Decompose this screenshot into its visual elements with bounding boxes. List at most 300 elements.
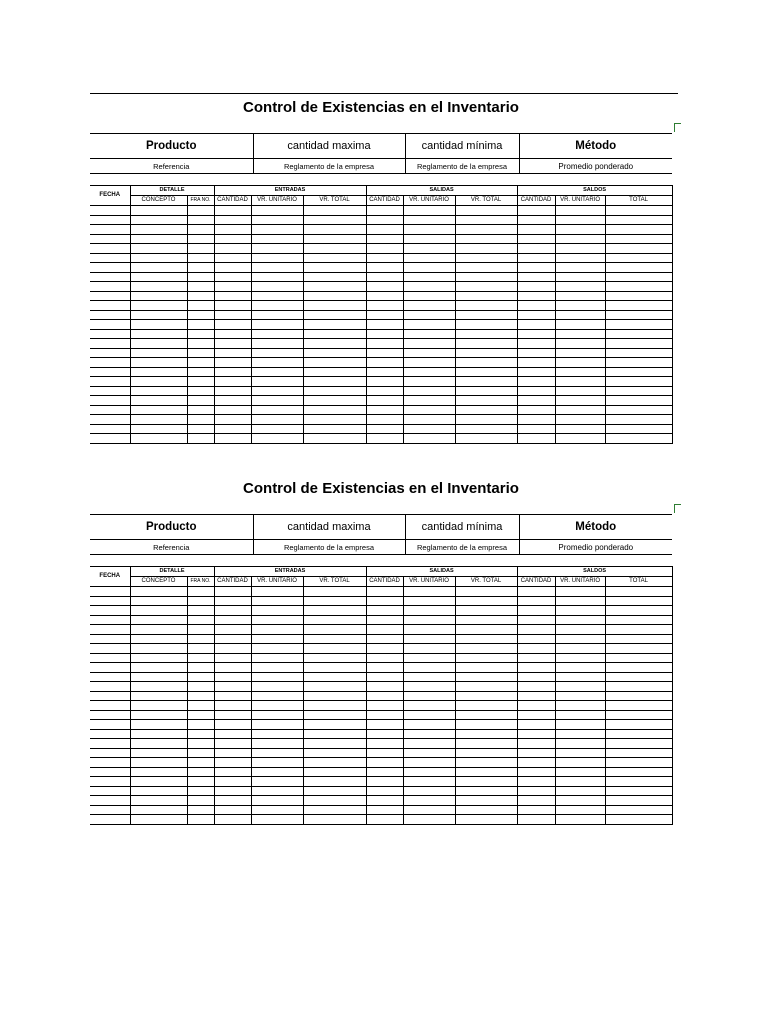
ledger-cell[interactable] (187, 672, 214, 682)
ledger-cell[interactable] (251, 348, 303, 358)
ledger-cell[interactable] (366, 263, 403, 273)
ledger-cell[interactable] (403, 348, 455, 358)
ledger-cell[interactable] (517, 396, 555, 406)
ledger-cell[interactable] (214, 739, 251, 749)
ledger-cell[interactable] (455, 710, 517, 720)
ledger-cell[interactable] (605, 758, 672, 768)
ledger-cell[interactable] (130, 729, 187, 739)
ledger-cell[interactable] (90, 310, 130, 320)
ledger-cell[interactable] (455, 625, 517, 635)
ledger-cell[interactable] (403, 796, 455, 806)
ledger-cell[interactable] (555, 615, 605, 625)
ledger-cell[interactable] (605, 786, 672, 796)
ledger-cell[interactable] (187, 663, 214, 673)
ledger-cell[interactable] (251, 587, 303, 597)
ledger-cell[interactable] (90, 606, 130, 616)
ledger-cell[interactable] (366, 225, 403, 235)
ledger-cell[interactable] (555, 405, 605, 415)
ledger-cell[interactable] (90, 329, 130, 339)
ledger-cell[interactable] (517, 291, 555, 301)
ledger-cell[interactable] (555, 767, 605, 777)
ledger-cell[interactable] (403, 672, 455, 682)
ledger-cell[interactable] (251, 653, 303, 663)
ledger-cell[interactable] (605, 805, 672, 815)
ledger-cell[interactable] (455, 729, 517, 739)
ledger-cell[interactable] (366, 301, 403, 311)
ledger-cell[interactable] (251, 367, 303, 377)
ledger-cell[interactable] (214, 710, 251, 720)
ledger-cell[interactable] (555, 339, 605, 349)
ledger-cell[interactable] (130, 396, 187, 406)
ledger-cell[interactable] (517, 234, 555, 244)
ledger-cell[interactable] (303, 644, 366, 654)
ledger-cell[interactable] (455, 596, 517, 606)
ledger-cell[interactable] (605, 796, 672, 806)
ledger-cell[interactable] (517, 424, 555, 434)
ledger-cell[interactable] (366, 386, 403, 396)
ledger-cell[interactable] (187, 434, 214, 444)
ledger-cell[interactable] (366, 587, 403, 597)
ledger-cell[interactable] (90, 634, 130, 644)
ledger-cell[interactable] (455, 606, 517, 616)
ledger-cell[interactable] (90, 720, 130, 730)
ledger-cell[interactable] (455, 263, 517, 273)
ledger-cell[interactable] (130, 615, 187, 625)
ledger-cell[interactable] (303, 672, 366, 682)
ledger-cell[interactable] (555, 710, 605, 720)
ledger-cell[interactable] (403, 434, 455, 444)
ledger-cell[interactable] (187, 767, 214, 777)
ledger-cell[interactable] (130, 386, 187, 396)
ledger-cell[interactable] (455, 244, 517, 254)
ledger-cell[interactable] (130, 777, 187, 787)
ledger-cell[interactable] (130, 339, 187, 349)
ledger-cell[interactable] (251, 615, 303, 625)
ledger-cell[interactable] (605, 310, 672, 320)
ledger-cell[interactable] (555, 653, 605, 663)
ledger-cell[interactable] (517, 596, 555, 606)
ledger-cell[interactable] (90, 805, 130, 815)
ledger-cell[interactable] (303, 587, 366, 597)
ledger-cell[interactable] (403, 291, 455, 301)
ledger-cell[interactable] (251, 329, 303, 339)
ledger-cell[interactable] (214, 301, 251, 311)
ledger-cell[interactable] (214, 282, 251, 292)
ledger-cell[interactable] (555, 348, 605, 358)
ledger-cell[interactable] (130, 415, 187, 425)
ledger-cell[interactable] (605, 272, 672, 282)
ledger-cell[interactable] (303, 758, 366, 768)
ledger-cell[interactable] (555, 805, 605, 815)
ledger-cell[interactable] (555, 720, 605, 730)
ledger-cell[interactable] (187, 815, 214, 825)
ledger-cell[interactable] (403, 758, 455, 768)
ledger-cell[interactable] (517, 320, 555, 330)
ledger-cell[interactable] (187, 587, 214, 597)
ledger-cell[interactable] (90, 786, 130, 796)
ledger-cell[interactable] (555, 396, 605, 406)
ledger-cell[interactable] (90, 272, 130, 282)
ledger-cell[interactable] (366, 310, 403, 320)
ledger-cell[interactable] (455, 672, 517, 682)
ledger-cell[interactable] (366, 348, 403, 358)
ledger-cell[interactable] (455, 215, 517, 225)
ledger-cell[interactable] (366, 596, 403, 606)
ledger-cell[interactable] (187, 634, 214, 644)
ledger-cell[interactable] (555, 606, 605, 616)
ledger-cell[interactable] (303, 777, 366, 787)
ledger-cell[interactable] (214, 729, 251, 739)
ledger-cell[interactable] (605, 206, 672, 216)
ledger-cell[interactable] (303, 739, 366, 749)
ledger-cell[interactable] (130, 739, 187, 749)
ledger-cell[interactable] (555, 729, 605, 739)
ledger-cell[interactable] (517, 720, 555, 730)
ledger-cell[interactable] (605, 405, 672, 415)
ledger-cell[interactable] (251, 225, 303, 235)
ledger-cell[interactable] (366, 215, 403, 225)
ledger-cell[interactable] (366, 815, 403, 825)
ledger-cell[interactable] (303, 615, 366, 625)
ledger-cell[interactable] (605, 291, 672, 301)
ledger-cell[interactable] (90, 206, 130, 216)
ledger-cell[interactable] (555, 225, 605, 235)
ledger-cell[interactable] (187, 424, 214, 434)
ledger-cell[interactable] (555, 434, 605, 444)
ledger-cell[interactable] (214, 596, 251, 606)
ledger-cell[interactable] (187, 291, 214, 301)
ledger-cell[interactable] (251, 339, 303, 349)
ledger-cell[interactable] (403, 377, 455, 387)
ledger-cell[interactable] (90, 415, 130, 425)
ledger-cell[interactable] (90, 748, 130, 758)
ledger-cell[interactable] (366, 653, 403, 663)
ledger-cell[interactable] (90, 777, 130, 787)
ledger-cell[interactable] (403, 786, 455, 796)
ledger-cell[interactable] (187, 225, 214, 235)
ledger-cell[interactable] (214, 234, 251, 244)
ledger-cell[interactable] (303, 606, 366, 616)
ledger-cell[interactable] (366, 234, 403, 244)
ledger-cell[interactable] (214, 329, 251, 339)
ledger-cell[interactable] (251, 405, 303, 415)
ledger-cell[interactable] (214, 263, 251, 273)
ledger-cell[interactable] (455, 424, 517, 434)
ledger-cell[interactable] (517, 434, 555, 444)
ledger-cell[interactable] (130, 263, 187, 273)
ledger-cell[interactable] (214, 767, 251, 777)
ledger-cell[interactable] (187, 786, 214, 796)
ledger-cell[interactable] (303, 805, 366, 815)
ledger-cell[interactable] (214, 815, 251, 825)
ledger-cell[interactable] (555, 777, 605, 787)
ledger-cell[interactable] (187, 329, 214, 339)
ledger-cell[interactable] (555, 739, 605, 749)
ledger-cell[interactable] (403, 739, 455, 749)
ledger-cell[interactable] (605, 653, 672, 663)
ledger-cell[interactable] (130, 672, 187, 682)
ledger-cell[interactable] (251, 805, 303, 815)
ledger-cell[interactable] (517, 701, 555, 711)
ledger-cell[interactable] (251, 291, 303, 301)
ledger-cell[interactable] (187, 758, 214, 768)
ledger-cell[interactable] (555, 320, 605, 330)
ledger-cell[interactable] (214, 805, 251, 815)
ledger-cell[interactable] (517, 748, 555, 758)
ledger-cell[interactable] (251, 682, 303, 692)
ledger-cell[interactable] (251, 424, 303, 434)
ledger-cell[interactable] (403, 596, 455, 606)
ledger-cell[interactable] (455, 415, 517, 425)
ledger-cell[interactable] (366, 805, 403, 815)
ledger-cell[interactable] (455, 367, 517, 377)
ledger-cell[interactable] (517, 225, 555, 235)
ledger-cell[interactable] (251, 234, 303, 244)
ledger-cell[interactable] (214, 606, 251, 616)
ledger-cell[interactable] (517, 310, 555, 320)
ledger-cell[interactable] (517, 710, 555, 720)
ledger-cell[interactable] (187, 358, 214, 368)
ledger-cell[interactable] (605, 367, 672, 377)
ledger-cell[interactable] (130, 758, 187, 768)
ledger-cell[interactable] (366, 405, 403, 415)
ledger-cell[interactable] (187, 244, 214, 254)
ledger-cell[interactable] (187, 720, 214, 730)
ledger-cell[interactable] (455, 206, 517, 216)
ledger-cell[interactable] (605, 415, 672, 425)
ledger-cell[interactable] (187, 320, 214, 330)
ledger-cell[interactable] (403, 663, 455, 673)
ledger-cell[interactable] (214, 291, 251, 301)
ledger-cell[interactable] (455, 691, 517, 701)
ledger-cell[interactable] (366, 634, 403, 644)
ledger-cell[interactable] (517, 777, 555, 787)
ledger-cell[interactable] (130, 748, 187, 758)
ledger-cell[interactable] (303, 625, 366, 635)
ledger-cell[interactable] (455, 644, 517, 654)
ledger-cell[interactable] (366, 206, 403, 216)
ledger-cell[interactable] (214, 691, 251, 701)
ledger-cell[interactable] (214, 786, 251, 796)
ledger-cell[interactable] (403, 606, 455, 616)
ledger-cell[interactable] (605, 424, 672, 434)
ledger-cell[interactable] (366, 282, 403, 292)
ledger-cell[interactable] (517, 206, 555, 216)
ledger-cell[interactable] (251, 644, 303, 654)
ledger-cell[interactable] (303, 244, 366, 254)
ledger-cell[interactable] (403, 615, 455, 625)
ledger-cell[interactable] (90, 701, 130, 711)
ledger-cell[interactable] (403, 272, 455, 282)
ledger-cell[interactable] (90, 396, 130, 406)
ledger-cell[interactable] (214, 225, 251, 235)
ledger-cell[interactable] (187, 215, 214, 225)
ledger-cell[interactable] (555, 663, 605, 673)
ledger-cell[interactable] (366, 377, 403, 387)
ledger-cell[interactable] (366, 358, 403, 368)
ledger-cell[interactable] (517, 786, 555, 796)
ledger-cell[interactable] (303, 377, 366, 387)
ledger-cell[interactable] (403, 263, 455, 273)
ledger-cell[interactable] (517, 691, 555, 701)
ledger-cell[interactable] (605, 634, 672, 644)
ledger-cell[interactable] (455, 805, 517, 815)
ledger-cell[interactable] (403, 225, 455, 235)
ledger-cell[interactable] (455, 634, 517, 644)
ledger-cell[interactable] (455, 310, 517, 320)
ledger-cell[interactable] (555, 587, 605, 597)
ledger-cell[interactable] (130, 377, 187, 387)
ledger-cell[interactable] (251, 272, 303, 282)
ledger-cell[interactable] (517, 805, 555, 815)
ledger-cell[interactable] (605, 358, 672, 368)
ledger-cell[interactable] (517, 263, 555, 273)
ledger-cell[interactable] (403, 396, 455, 406)
ledger-cell[interactable] (251, 634, 303, 644)
ledger-cell[interactable] (303, 424, 366, 434)
ledger-cell[interactable] (605, 777, 672, 787)
ledger-cell[interactable] (187, 234, 214, 244)
ledger-cell[interactable] (90, 729, 130, 739)
ledger-cell[interactable] (214, 587, 251, 597)
ledger-cell[interactable] (555, 625, 605, 635)
ledger-cell[interactable] (187, 796, 214, 806)
ledger-cell[interactable] (130, 701, 187, 711)
ledger-cell[interactable] (187, 777, 214, 787)
ledger-cell[interactable] (251, 777, 303, 787)
ledger-cell[interactable] (455, 348, 517, 358)
ledger-cell[interactable] (303, 596, 366, 606)
ledger-cell[interactable] (90, 339, 130, 349)
ledger-cell[interactable] (187, 253, 214, 263)
ledger-cell[interactable] (187, 415, 214, 425)
ledger-cell[interactable] (187, 339, 214, 349)
ledger-cell[interactable] (90, 758, 130, 768)
ledger-cell[interactable] (605, 282, 672, 292)
ledger-cell[interactable] (90, 767, 130, 777)
ledger-cell[interactable] (403, 234, 455, 244)
ledger-cell[interactable] (555, 786, 605, 796)
ledger-cell[interactable] (130, 348, 187, 358)
ledger-cell[interactable] (303, 272, 366, 282)
ledger-cell[interactable] (130, 253, 187, 263)
ledger-cell[interactable] (605, 301, 672, 311)
ledger-cell[interactable] (90, 739, 130, 749)
ledger-cell[interactable] (90, 348, 130, 358)
ledger-cell[interactable] (251, 386, 303, 396)
ledger-cell[interactable] (366, 691, 403, 701)
ledger-cell[interactable] (303, 348, 366, 358)
ledger-cell[interactable] (366, 244, 403, 254)
ledger-cell[interactable] (605, 244, 672, 254)
ledger-cell[interactable] (517, 415, 555, 425)
ledger-cell[interactable] (455, 796, 517, 806)
ledger-cell[interactable] (187, 377, 214, 387)
ledger-cell[interactable] (517, 339, 555, 349)
ledger-cell[interactable] (517, 644, 555, 654)
ledger-cell[interactable] (251, 358, 303, 368)
ledger-cell[interactable] (517, 634, 555, 644)
ledger-cell[interactable] (555, 596, 605, 606)
ledger-cell[interactable] (90, 672, 130, 682)
ledger-cell[interactable] (303, 748, 366, 758)
ledger-cell[interactable] (455, 253, 517, 263)
ledger-cell[interactable] (187, 625, 214, 635)
ledger-cell[interactable] (605, 596, 672, 606)
ledger-cell[interactable] (130, 786, 187, 796)
ledger-cell[interactable] (214, 339, 251, 349)
ledger-cell[interactable] (130, 710, 187, 720)
ledger-cell[interactable] (517, 282, 555, 292)
ledger-cell[interactable] (403, 682, 455, 692)
ledger-cell[interactable] (303, 386, 366, 396)
ledger-cell[interactable] (403, 691, 455, 701)
ledger-cell[interactable] (214, 253, 251, 263)
ledger-cell[interactable] (555, 377, 605, 387)
ledger-cell[interactable] (303, 310, 366, 320)
ledger-cell[interactable] (303, 710, 366, 720)
ledger-cell[interactable] (303, 415, 366, 425)
ledger-cell[interactable] (366, 748, 403, 758)
ledger-cell[interactable] (187, 310, 214, 320)
ledger-cell[interactable] (214, 777, 251, 787)
ledger-cell[interactable] (90, 710, 130, 720)
ledger-cell[interactable] (455, 701, 517, 711)
ledger-cell[interactable] (403, 282, 455, 292)
ledger-cell[interactable] (517, 767, 555, 777)
ledger-cell[interactable] (605, 225, 672, 235)
ledger-cell[interactable] (455, 720, 517, 730)
ledger-cell[interactable] (187, 701, 214, 711)
ledger-cell[interactable] (303, 263, 366, 273)
ledger-cell[interactable] (251, 596, 303, 606)
ledger-cell[interactable] (605, 815, 672, 825)
ledger-cell[interactable] (366, 396, 403, 406)
ledger-cell[interactable] (366, 796, 403, 806)
ledger-cell[interactable] (187, 606, 214, 616)
ledger-cell[interactable] (130, 767, 187, 777)
ledger-cell[interactable] (90, 234, 130, 244)
ledger-cell[interactable] (90, 215, 130, 225)
ledger-cell[interactable] (517, 739, 555, 749)
ledger-cell[interactable] (455, 739, 517, 749)
ledger-cell[interactable] (214, 434, 251, 444)
ledger-cell[interactable] (90, 424, 130, 434)
ledger-cell[interactable] (90, 301, 130, 311)
ledger-cell[interactable] (403, 634, 455, 644)
ledger-cell[interactable] (455, 291, 517, 301)
ledger-cell[interactable] (517, 367, 555, 377)
ledger-cell[interactable] (187, 396, 214, 406)
ledger-cell[interactable] (251, 758, 303, 768)
ledger-cell[interactable] (130, 434, 187, 444)
ledger-cell[interactable] (605, 253, 672, 263)
ledger-cell[interactable] (555, 415, 605, 425)
ledger-cell[interactable] (303, 682, 366, 692)
ledger-cell[interactable] (366, 320, 403, 330)
ledger-cell[interactable] (605, 625, 672, 635)
ledger-cell[interactable] (130, 405, 187, 415)
ledger-cell[interactable] (605, 386, 672, 396)
ledger-cell[interactable] (130, 644, 187, 654)
ledger-cell[interactable] (455, 758, 517, 768)
ledger-cell[interactable] (303, 358, 366, 368)
ledger-cell[interactable] (303, 396, 366, 406)
ledger-cell[interactable] (303, 663, 366, 673)
ledger-cell[interactable] (214, 358, 251, 368)
ledger-cell[interactable] (455, 234, 517, 244)
ledger-cell[interactable] (251, 206, 303, 216)
